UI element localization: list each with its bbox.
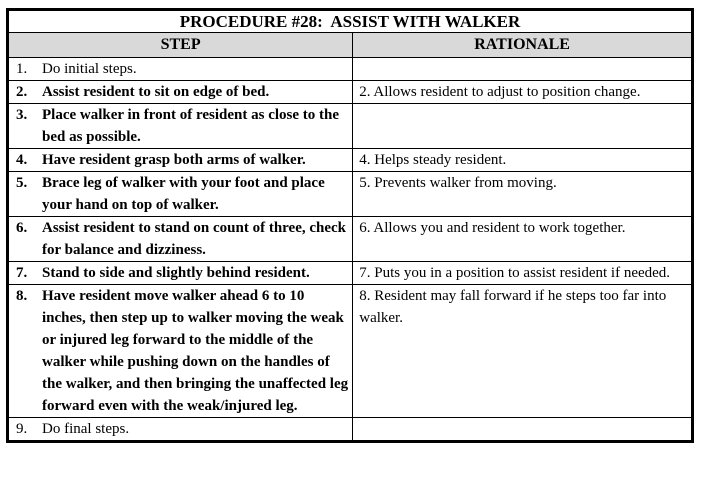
step-cell [8,285,353,418]
rationale-column-header: RATIONALE [353,33,693,58]
table-row [8,262,693,285]
step-number: 8. [16,288,28,304]
rationale-cell: 6. Allows you and resident to work together. [353,217,693,262]
rationale-cell: 4. Helps steady resident. [353,149,693,172]
step-cell [8,104,353,149]
step-text: Do final steps. [42,421,130,437]
table-row [8,217,693,262]
step-text: Stand to side and slightly behind resident. [42,265,310,281]
table-row [8,285,693,418]
rationale-cell [353,104,693,149]
procedure-table [6,8,694,443]
column-header-row [8,33,693,58]
step-text: Assist resident to stand on count of three, check for balance and dizziness. [42,220,347,258]
table-row [8,418,693,442]
document-page [6,8,694,443]
table-row [8,172,693,217]
rationale-cell: 8. Resident may fall forward if he steps too far into walker. [353,285,693,418]
step-number: 2. [16,84,28,100]
step-number: 4. [16,152,28,168]
step-text: Have resident move walker ahead 6 to 10 inches, then step up to walker moving the weak or injured leg forward to the middle of the walker while pushing down on the handles of the walker, and then bringing the unaffected leg forward even with the weak/injured leg. [42,288,349,414]
rationale-cell [353,58,693,81]
step-number: 9. [16,421,28,437]
step-number: 1. [16,61,28,77]
table-row [8,149,693,172]
step-cell [8,262,353,285]
step-cell [8,217,353,262]
step-cell [8,172,353,217]
step-cell [8,418,353,442]
step-text: Place walker in front of resident as close to the bed as possible. [42,107,340,145]
step-text: Brace leg of walker with your foot and place your hand on top of walker. [42,175,325,213]
step-column-header: STEP [8,33,353,58]
step-text: Assist resident to sit on edge of bed. [42,84,270,100]
step-cell [8,149,353,172]
step-text: Have resident grasp both arms of walker. [42,152,306,168]
procedure-rows [8,58,693,442]
step-cell [8,58,353,81]
table-row [8,58,693,81]
title-row [8,10,693,33]
step-number: 5. [16,175,28,191]
step-text: Do initial steps. [42,61,137,77]
step-number: 6. [16,220,28,236]
rationale-cell: 2. Allows resident to adjust to position change. [353,81,693,104]
rationale-cell [353,418,693,442]
rationale-cell: 5. Prevents walker from moving. [353,172,693,217]
step-number: 7. [16,265,28,281]
table-row [8,81,693,104]
step-cell [8,81,353,104]
rationale-cell: 7. Puts you in a position to assist resident if needed. [353,262,693,285]
table-row [8,104,693,149]
step-number: 3. [16,107,28,123]
procedure-title: PROCEDURE #28: ASSIST WITH WALKER [8,10,693,33]
